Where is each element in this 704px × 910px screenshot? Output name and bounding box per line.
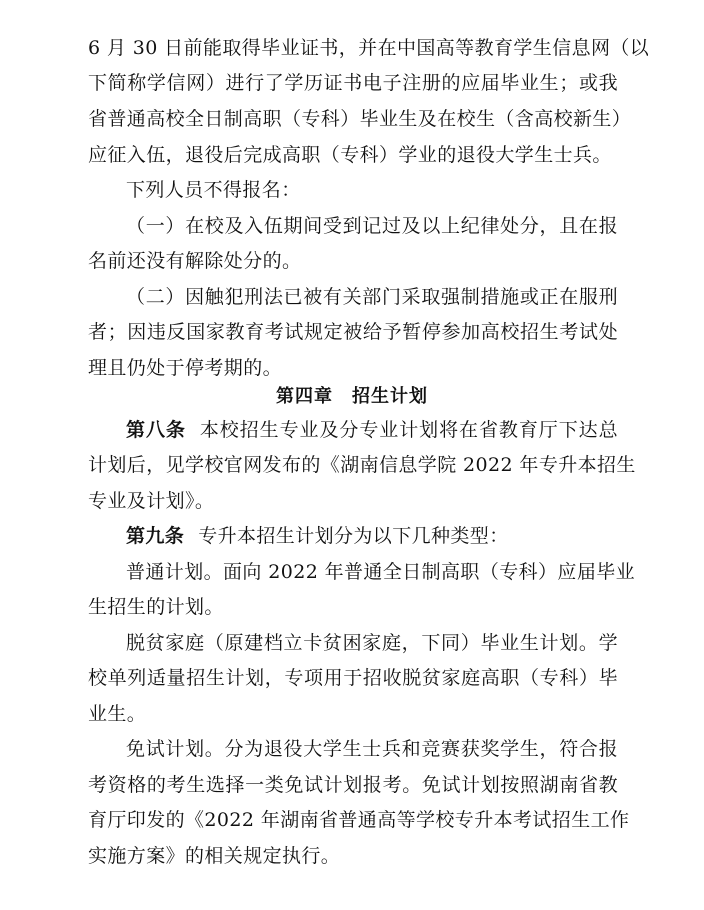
article-9-label: 第九条 [126,525,185,547]
text-line: 计划后，见学校官网发布的《湖南信息学院 2022 年专升本招生 [88,454,636,476]
text-line: （一）在校及入伍期间受到记过及以上纪律处分，且在报 [126,215,618,237]
text-line: 普通计划。面向 2022 年普通全日制高职（专科）应届毕业 [126,561,636,583]
article-8-text: 本校招生专业及分专业计划将在省教育厅下达总 [199,419,619,441]
text-line: 生招生的计划。 [88,596,224,618]
text-line: 免试计划。分为退役大学生士兵和竞赛获奖学生，符合报 [126,738,618,760]
article-9-text: 专升本招生计划分为以下几种类型： [198,525,509,547]
article-9-first-line [126,524,618,548]
text-line: 下简称学信网）进行了学历证书电子注册的应届毕业生；或我 [88,72,618,94]
text-line: 专业及计划》。 [88,490,215,512]
text-line: 实施方案》的相关规定执行。 [88,845,341,867]
text-line: （二）因触犯刑法已被有关部门采取强制措施或正在服刑 [126,286,618,308]
text-line: 育厅印发的《2022 年湖南省普通高等学校专升本考试招生工作 [88,809,630,831]
text-line: 校单列适量招生计划，专项用于招收脱贫家庭高职（专科）毕 [88,667,618,689]
text-line: 省普通高校全日制高职（专科）毕业生及在校生（含高校新生） [88,108,632,130]
text-line: 业生。 [88,703,147,725]
chapter-heading: 第四章 招生计划 [276,386,428,407]
text-line: 名前还没有解除处分的。 [88,250,302,272]
text-line: 者；因违反国家教育考试规定被给予暂停参加高校招生考试处 [88,321,618,343]
article-8-first-line [126,418,618,442]
text-line: 考资格的考生选择一类免试计划报考。免试计划按照湖南省教 [88,774,618,796]
article-8-label: 第八条 [126,419,186,441]
text-line: 6 月 30 日前能取得毕业证书，并在中国高等教育学生信息网（以 [88,37,650,59]
text-line: 应征入伍，退役后完成高职（专科）学业的退役大学生士兵。 [88,144,612,166]
text-line: 理且仍处于停考期的。 [88,357,283,379]
text-line: 脱贫家庭（原建档立卡贫困家庭，下同）毕业生计划。学 [126,632,618,654]
text-line: 下列人员不得报名： [126,179,301,201]
